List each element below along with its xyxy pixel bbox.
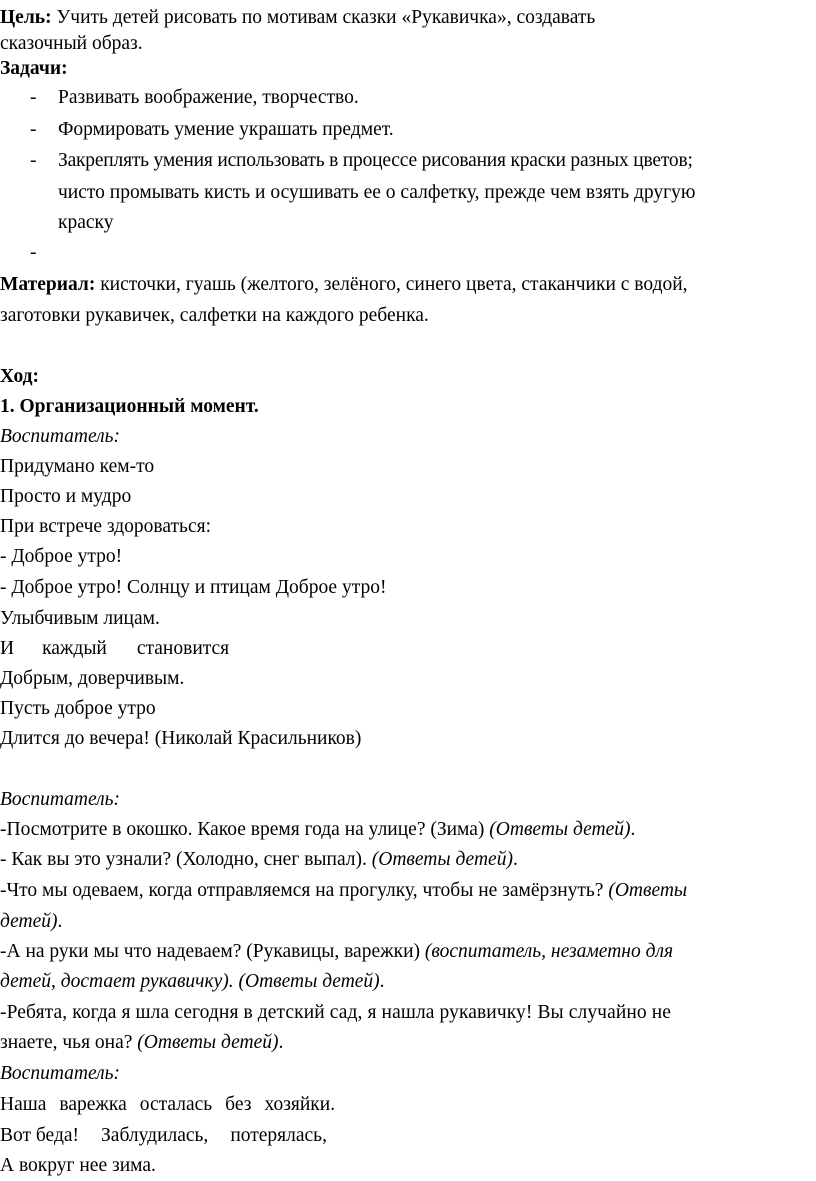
poem-word: потерялась, bbox=[230, 1125, 327, 1146]
poem-word: осталась bbox=[139, 1094, 213, 1115]
children-answer-note: детей) bbox=[0, 911, 58, 932]
task-text-3-line-3: краску bbox=[58, 212, 114, 233]
poem-line: Улыбчивым лицам. bbox=[0, 608, 160, 629]
section-1-title: 1. Организационный момент. bbox=[0, 396, 259, 417]
children-answer-note: (Ответы детей) bbox=[371, 849, 513, 870]
dialog-line-3 bbox=[0, 876, 812, 906]
teacher-label-2 bbox=[0, 785, 812, 815]
material-line-1 bbox=[0, 270, 812, 300]
poem-line: - Доброе утро! Солнцу и птицам Доброе утро! bbox=[0, 577, 387, 598]
task-text-3-line-2: чисто промывать кисть и осушивать ее о салфетку, прежде чем взять другую bbox=[58, 182, 696, 203]
dialog-question-5: -Ребята, когда я шла сегодня в детский сад, я нашла рукавичку! Вы случайно не bbox=[0, 1002, 672, 1023]
goal-text-2: сказочный образ. bbox=[0, 33, 143, 54]
teacher-label: Воспитатель: bbox=[0, 426, 121, 447]
list-dash: - bbox=[30, 87, 37, 108]
poem-word: Вот беда! bbox=[0, 1125, 80, 1146]
poem2-line-2 bbox=[0, 1121, 812, 1151]
poem2-line-3: А вокруг нее зима. bbox=[0, 1155, 156, 1176]
dialog-question-1: -Посмотрите в окошко. Какое время года на улице? (Зима) bbox=[0, 819, 490, 840]
poem-line: Длится до вечера! (Николай Красильников) bbox=[0, 728, 362, 749]
dialog-line-5 bbox=[0, 998, 812, 1028]
poem-word: каждый bbox=[42, 638, 107, 659]
task-text-1: Развивать воображение, творчество. bbox=[58, 87, 359, 108]
dialog-line-2 bbox=[0, 845, 812, 875]
period: . bbox=[630, 819, 636, 840]
poem-line-spread bbox=[0, 634, 812, 664]
children-answer-note: (Ответы детей) bbox=[137, 1032, 279, 1053]
task-text-2: Формировать умение украшать предмет. bbox=[58, 119, 394, 140]
list-dash: - bbox=[30, 242, 37, 263]
poem-line: Пусть доброе утро bbox=[0, 698, 156, 719]
dialog-line-3-cont bbox=[0, 907, 812, 937]
material-text-1: кисточки, гуашь (желтого, зелёного, синего цвета, стаканчики с водой, bbox=[100, 274, 688, 295]
poem2-line-1 bbox=[0, 1090, 812, 1120]
poem-line: Придумано кем-то bbox=[0, 456, 155, 477]
teacher-label: Воспитатель: bbox=[0, 1063, 121, 1084]
dialog-line-4-cont bbox=[0, 967, 812, 997]
dialog-line-5-cont bbox=[0, 1028, 812, 1058]
poem-word: без bbox=[225, 1094, 252, 1115]
poem-line: Просто и мудро bbox=[0, 486, 132, 507]
dialog-line-4 bbox=[0, 937, 812, 967]
period: . bbox=[57, 911, 63, 932]
poem-word: становится bbox=[136, 638, 230, 659]
poem-word: И bbox=[0, 638, 15, 659]
dialog-line-1 bbox=[0, 815, 812, 845]
period: . bbox=[512, 849, 518, 870]
poem-word: Наша bbox=[0, 1094, 47, 1115]
poem-word: варежка bbox=[59, 1094, 127, 1115]
list-dash: - bbox=[30, 119, 37, 140]
tasks-heading bbox=[0, 54, 812, 84]
task-text-3-line-1: Закреплять умения использовать в процессе рисования краски разных цветов; bbox=[58, 150, 693, 171]
dialog-question-3: -Что мы одеваем, когда отправляемся на прогулку, чтобы не замёрзнуть? bbox=[0, 880, 609, 901]
dialog-question-5-cont: знаете, чья она? bbox=[0, 1032, 138, 1053]
teacher-label: Воспитатель: bbox=[0, 789, 121, 810]
teacher-action-note: детей, достает рукавичку). (Ответы детей) bbox=[0, 971, 380, 992]
teacher-action-note: (воспитатель, незаметно для bbox=[424, 941, 674, 962]
list-dash: - bbox=[30, 150, 37, 171]
children-answer-note: (Ответы детей) bbox=[489, 819, 631, 840]
course-heading bbox=[0, 362, 812, 392]
material-label: Материал: bbox=[0, 274, 96, 295]
teacher-label-3 bbox=[0, 1059, 812, 1089]
period: . bbox=[278, 1032, 284, 1053]
poem-line: При встрече здороваться: bbox=[0, 516, 211, 537]
poem-line: Добрым, доверчивым. bbox=[0, 668, 185, 689]
tasks-label: Задачи: bbox=[0, 58, 68, 79]
dialog-question-2: - Как вы это узнали? (Холодно, снег выпал). bbox=[0, 849, 372, 870]
material-line-2 bbox=[0, 301, 812, 331]
period: . bbox=[379, 971, 385, 992]
poem-line: - Доброе утро! bbox=[0, 546, 123, 567]
goal-label: Цель: bbox=[0, 7, 52, 28]
goal-text-1: Учить детей рисовать по мотивам сказки «Рукавичка», создавать bbox=[56, 7, 596, 28]
material-text-2: заготовки рукавичек, салфетки на каждого ребенка. bbox=[0, 305, 429, 326]
dialog-question-4: -А на руки мы что надеваем? (Рукавицы, варежки) bbox=[0, 941, 425, 962]
poem-word: Заблудилась, bbox=[101, 1125, 209, 1146]
course-label: Ход: bbox=[0, 366, 40, 387]
poem-word: хозяйки. bbox=[264, 1094, 336, 1115]
section-1-heading bbox=[0, 392, 812, 422]
teacher-label-1 bbox=[0, 422, 812, 452]
children-answer-note: (Ответы bbox=[608, 880, 688, 901]
